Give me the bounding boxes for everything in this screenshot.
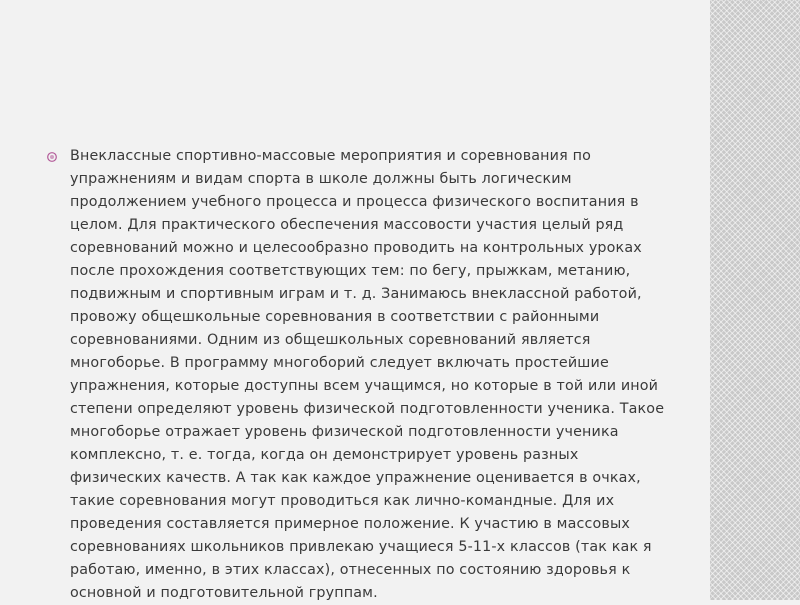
circle-bullet-icon — [46, 151, 58, 163]
decorative-side-panel — [710, 0, 800, 600]
slide-body-text: Внеклассные спортивно-массовые мероприятия и соревнования по упражнениям и видам спорта в школе должны быть логическим продолжением учебного процесса и процесса физического воспитания в целом. Для практического обеспечения массовости участия целый ряд соревнований можно и целесообразно проводить на контрольных уроках после прохождения соответствующих тем: по бегу, прыжкам, метанию, подвижным и спортивным играм и т. д. Занимаюсь внеклассной работой, провожу общешкольные соревнования в соответствии с районными соревнованиями. Одним из общешкольных соревнований является многоборье. В программу многоборий следует включать простейшие упражнения, которые доступны всем учащимся, но которые в той или иной степени определяют уровень физической подготовленности ученика. Такое многоборье отражает уровень физической подготовленности ученика комплексно, т. е. тогда, когда он демонстрирует уровень разных физических качеств. А так как каждое упражнение оценивается в очках, такие соревнования могут проводиться как лично-командные. Для их проведения составляется примерное положение. К участию в массовых соревнованиях школьников привлекаю учащиеся 5-11-х классов (так как я работаю, именно, в этих классах), отнесенных по состоянию здоровья к основной и подготовительной группам. — [70, 148, 665, 601]
